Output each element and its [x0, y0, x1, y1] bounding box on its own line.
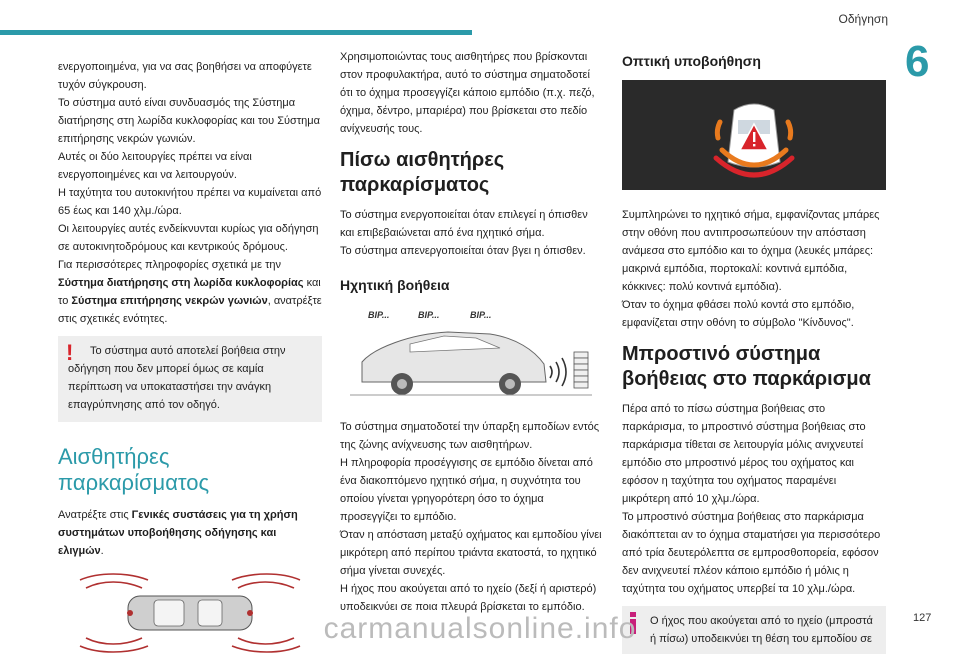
exclamation-icon: !	[66, 340, 74, 365]
paragraph: Η ταχύτητα του αυτοκινήτου πρέπει να κυμαίνεται από 65 έως και 140 χλμ./ώρα.	[58, 187, 322, 217]
paragraph: Το σύστημα σηματοδοτεί την ύπαρξη εμποδίων εντός της ζώνης ανίχνευσης των αισθητήρων.	[340, 421, 600, 451]
header-accent-bar	[0, 30, 472, 35]
paragraph: ενεργοποιημένα, για να σας βοηθήσει να αποφύγετε τυχόν σύγκρουση.	[58, 61, 312, 91]
column-middle	[340, 48, 602, 616]
visual-assist-display-illustration	[622, 80, 886, 196]
watermark: carmanualsonline.info	[323, 612, 637, 645]
paragraph: Το σύστημα ενεργοποιείται όταν επιλεγεί η όπισθεν και επιβεβαιώνεται από ένα ηχητικό σήμα.	[340, 209, 588, 239]
paragraph: Χρησιμοποιώντας τους αισθητήρες που βρίσκονται στον προφυλακτήρα, αυτό το σύστημα σηματοδοτεί ότι το όχημα προσεγγίζει κάποιο εμπόδιο (π.χ. πεζό, όχημα, δέντρο, μπαριέρα) που βρίσκεται στο πεδίο ανίχνευσής τους.	[340, 51, 595, 135]
paragraph: Όταν η απόσταση μεταξύ οχήματος και εμποδίου γίνει μικρότερη από περίπου τριάντα εκατοστά, το ηχητικό σήμα γίνεται συνεχές.	[340, 529, 602, 577]
subheading: Ηχητική βοήθεια	[340, 277, 450, 293]
column-left	[58, 58, 322, 672]
paragraph: Οι λειτουργίες αυτές ενδείκνυνται κυρίως για οδήγηση σε αυτοκινητοδρόμους και κεντρικούς δρόμους.	[58, 223, 319, 253]
paragraph: Η πληροφορία προσέγγισης σε εμπόδιο δίνεται από ένα διακοπτόμενο ηχητικό σήμα, η συχνότητα του οποίου γίνεται γρηγορότερη όσο το όχημα προσεγγίζει το εμπόδιο.	[340, 457, 593, 523]
column-right	[622, 48, 886, 654]
paragraph: Όταν το όχημα φθάσει πολύ κοντά στο εμπόδιο, εμφανίζεται στην οθόνη το σύμβολο "Κίνδυνος".	[622, 299, 855, 329]
paragraph: Αυτές οι δύο λειτουργίες πρέπει να είναι ενεργοποιημένες και να λειτουργούν.	[58, 151, 252, 181]
paragraph: Το μπροστινό σύστημα βοήθειας στο παρκάρισμα διακόπτεται αν το όχημα σταματήσει για περισσότερο από τρία δευτερόλεπτα σε εμπροσθοπορεία, εφόσον δεν ανιχνευτεί πλέον κάποιο εμπόδιο ή μόλις η ταχύτητα του οχήματος υπερβεί τα 10 χλμ./ώρα.	[622, 511, 881, 595]
paragraph: Ανατρέξτε στις Γενικές συστάσεις για τη χρήση συστημάτων υποβοήθησης οδήγησης και ελιγμών.	[58, 509, 298, 557]
section-heading: Πίσω αισθητήρες παρκαρίσματος	[340, 149, 505, 196]
beep-label: BIP...	[418, 310, 440, 320]
warning-box	[58, 336, 322, 422]
beep-label: BIP...	[470, 310, 492, 320]
info-text: Ο ήχος που ακούγεται από το ηχείο (μπροστά ή πίσω) υποδεικνύει τη θέση του εμποδίου σε	[650, 615, 873, 645]
subheading: Οπτική υποβοήθηση	[622, 53, 761, 69]
paragraph: Για περισσότερες πληροφορίες σχετικά με την Σύστημα διατήρησης στη λωρίδα κυκλοφορίας και το Σύστημα επιτήρησης νεκρών γωνιών, ανατρέξτε στις σχετικές ενότητες.	[58, 259, 322, 325]
page-number: 127	[913, 612, 932, 624]
section-title: Οδήγηση	[838, 12, 888, 26]
paragraph: Το σύστημα απενεργοποιείται όταν βγει η όπισθεν.	[340, 245, 586, 257]
section-heading: Μπροστινό σύστημα βοήθειας στο παρκάρισμα	[622, 343, 871, 390]
paragraph: Πέρα από το πίσω σύστημα βοήθειας στο παρκάρισμα, το μπροστινό σύστημα βοήθειας στο παρκάρισμα τίθεται σε λειτουργία μόλις ανιχνευτεί εμπόδιο στο μπροστινό μέρος του οχήματος και εφόσον η ταχύτητα του οχήματος παραμένει μικρότερη από 10 χλμ./ώρα.	[622, 403, 866, 505]
section-heading: Αισθητήρες παρκαρίσματος	[58, 444, 210, 495]
paragraph: Η ήχος που ακούγεται από το ηχείο (δεξί ή αριστερό) υποδεικνύει σε ποια πλευρά βρίσκεται το εμπόδιο.	[340, 583, 597, 613]
audible-assist-illustration	[340, 304, 602, 408]
paragraph: Συμπληρώνει το ηχητικό σήμα, εμφανίζοντας μπάρες στην οθόνη που αντιπροσωπεύουν την απόσταση ανάμεσα στο εμπόδιο και το όχημα (λευκές μπάρες: μακρινά εμπόδια, πορτοκαλί: κοντινά εμπόδια, κόκκινες: πολύ κοντινά εμπόδια).	[622, 209, 880, 293]
chapter-number: 6	[905, 37, 930, 86]
beep-label: BIP...	[368, 310, 390, 320]
paragraph: Το σύστημα αυτό είναι συνδυασμός της Σύστημα διατήρησης στη λωρίδα κυκλοφορίας και του Σύστημα επιτήρησης νεκρών γωνιών.	[58, 97, 321, 145]
warning-text: Το σύστημα αυτό αποτελεί βοήθεια στην οδήγηση που δεν μπορεί όμως σε καμία περίπτωση να υποκαταστήσει την ανάγκη επαγρύπνησης από τον οδηγό.	[68, 345, 286, 411]
